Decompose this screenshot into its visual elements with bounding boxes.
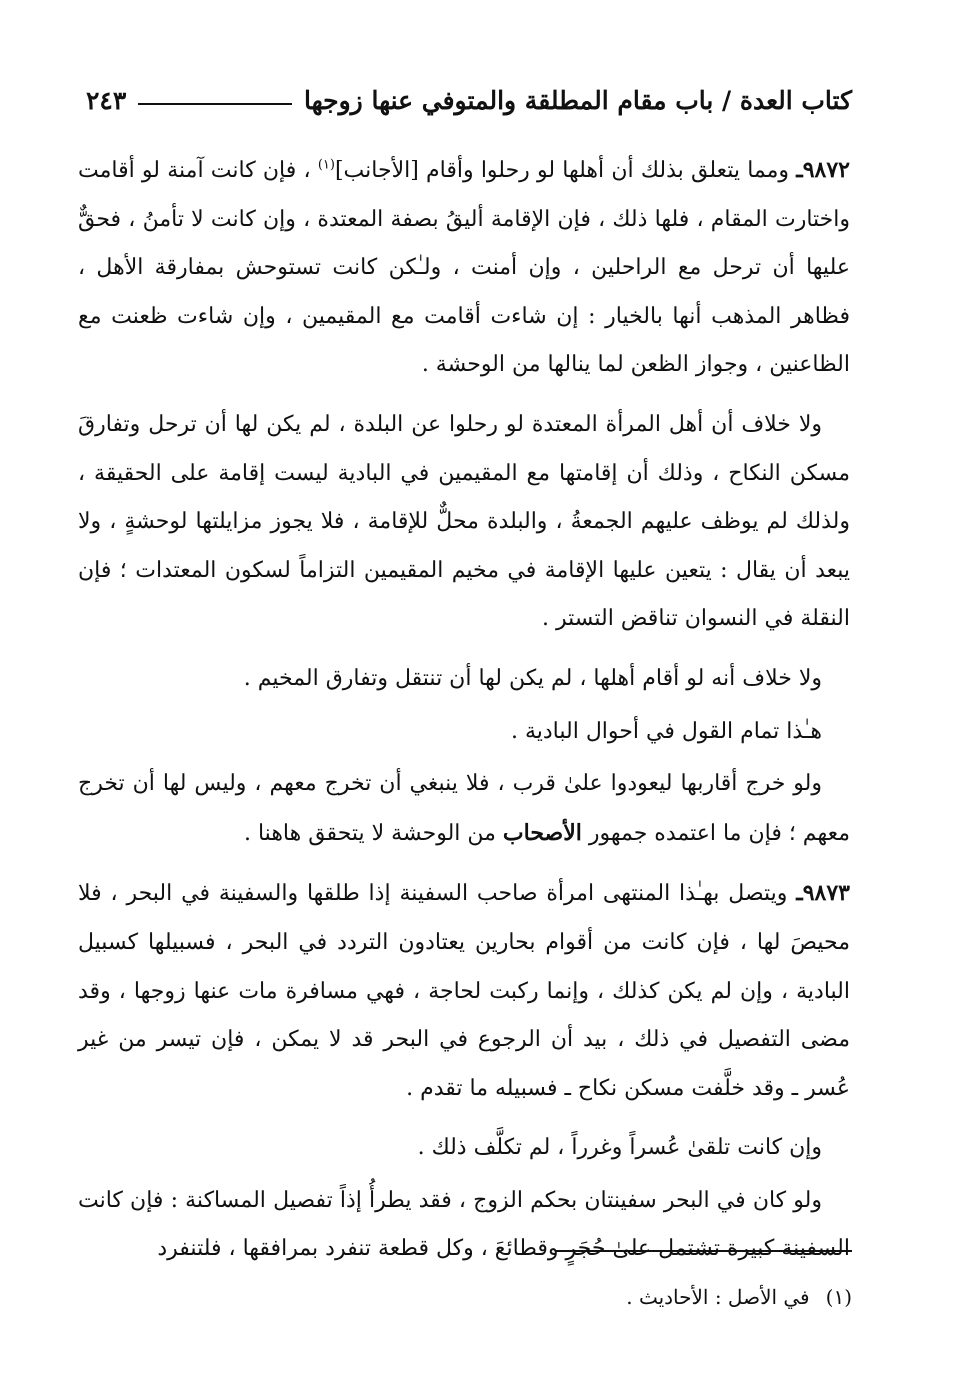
footnote-text: في الأصل : الأحاديث . <box>626 1285 810 1309</box>
paragraph-text: ، فإن كانت آمنة لو أقامت واختارت المقام ، فلها ذلك ، فإن الإقامة أليقُ بصفة المعتدة ، وإن كانت لا تأمنُ ، فحقٌّ عليها أن ترحل مع الراحلين ، وإن أمنت ، ولـٰكن كانت تستوحش بمفارقة الأهل ، فظاهر المذهب أنها بالخيار : إن شاءت أقامت مع المقيمين ، وإن شاءت ظعنت مع الظاعنين ، وجواز الظعن لما ينالها من الوحشة . <box>78 158 850 378</box>
emphasized-term: الأصحاب <box>502 819 582 846</box>
paragraph-text: ويتصل بهـٰذا المنتهى امرأة صاحب السفينة إذا طلقها والسفينة في البحر ، فلا محيصَ لها ، فإن كانت من أقوام بحارين يعتادون التردد في البحر ، فسبيلها كسبيل البادية ، وإن لم يكن كذلك ، وإنما ركبت لحاجة ، فهي مسافرة مات عنها زوجها ، وقد مضى التفصيل في ذلك ، بيد أن الرجوع في البحر قد لا يمكن ، فإن تيسر من غير عُسر ـ وقد خلَّفت مسكن نكاح ـ فسبيله ما تقدم . <box>78 881 850 1101</box>
header-rule <box>138 103 292 105</box>
paragraph-text: ولا خلاف أنه لو أقام أهلها ، لم يكن لها أن تنتقل وتفارق المخيم . <box>243 665 822 691</box>
footnote-separator <box>556 1250 852 1252</box>
paragraph-9873 <box>78 869 850 1113</box>
paragraph-text: هـٰذا تمام القول في أحوال البادية . <box>510 718 822 744</box>
paragraph-text: ولو خرج أقاربها ليعودوا علىٰ قرب ، فلا ينبغي أن تخرج معهم ، وليس لها أن تخرج معهم ؛ فإن ما اعتمده جمهور <box>78 771 850 846</box>
paragraph <box>78 401 850 644</box>
paragraph <box>78 1124 850 1173</box>
footnote-marker: (١) <box>825 1285 852 1309</box>
paragraph-9872 <box>78 146 850 390</box>
paragraph-number: ٩٨٧٣ـ <box>796 880 850 907</box>
paragraph <box>78 1177 850 1274</box>
chapter-title: كتاب العدة / باب مقام المطلقة والمتوفي عنها زوجها <box>304 85 852 115</box>
footnote-reference: (١) <box>317 157 335 173</box>
page-number: ٢٤٣ <box>86 85 127 115</box>
paragraph <box>78 760 850 858</box>
paragraph-text: وإن كانت تلقىٰ عُسراً وغرراً ، لم تكلَّف ذلك . <box>417 1135 822 1161</box>
running-header <box>86 78 852 122</box>
paragraph-text: ولا خلاف أن أهل المرأة المعتدة لو رحلوا عن البلدة ، لم يكن لها أن ترحل وتفارقَ مسكن النكاح ، وذلك أن إقامتها مع المقيمين في البادية ليست إقامة على الحقيقة ، ولذلك لم يوظف عليهم الجمعةُ ، والبلدة محلٌّ للإقامة ، فلا يجوز مزايلتها لوحشةٍ ، ولا يبعد أن يقال : يتعين عليها الإقامة في مخيم المقيمين التزاماً لسكون المعتدات ؛ فإن النقلة في النسوان تناقض التستر . <box>78 411 850 632</box>
paragraph <box>78 708 850 757</box>
paragraph-text: ومما يتعلق بذلك أن أهلها لو رحلوا وأقام [الأجانب] <box>334 158 790 183</box>
paragraph-number: ٩٨٧٢ـ <box>796 157 850 183</box>
main-text <box>78 146 850 1285</box>
footnote <box>500 1282 852 1312</box>
paragraph <box>78 655 850 704</box>
paragraph-text: من الوحشة لا يتحقق هاهنا . <box>243 820 503 846</box>
paragraph-text: ولو كان في البحر سفينتان بحكم الزوج ، فقد يطرأُ إذاً تفصيل المساكنة : فإن كانت السفينة كبيرة تشتمل علىٰ حُجَرٍ وقطائعَ ، وكل قطعة تنفرد بمرافقها ، فلتنفرد <box>78 1187 850 1262</box>
